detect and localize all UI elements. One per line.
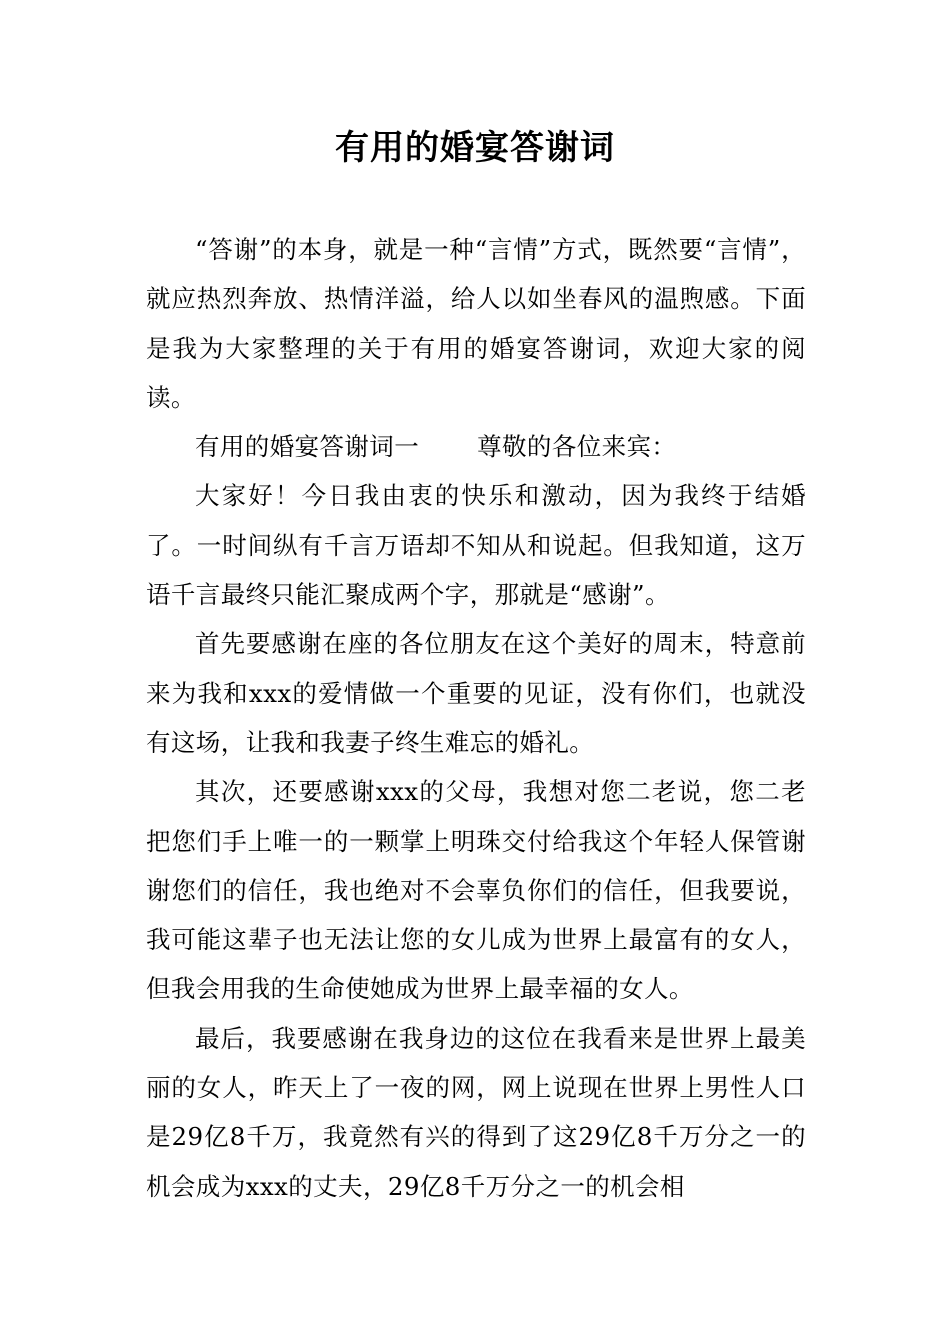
paragraph-1: 大家好！今日我由衷的快乐和激动，因为我终于结婚了。一时间纵有千言万语却不知从和说起。但我知道，这万语千言最终只能汇聚成两个字，那就是“感谢”。 xyxy=(146,481,806,610)
paragraph-2: 首先要感谢在座的各位朋友在这个美好的周末，特意前来为我和xxx的爱情做一个重要的见证，没有你们，也就没有这场，让我和我妻子终生难忘的婚礼。 xyxy=(146,629,806,757)
section-heading: 有用的婚宴答谢词一 xyxy=(195,432,420,462)
paragraph-4: 最后，我要感谢在我身边的这位在我看来是世界上最美丽的女人，昨天上了一夜的网，网上说现在世界上男性人口是29亿8千万，我竟然有兴的得到了这29亿8千万分之一的机会成为xxx的丈夫，29亿8千万分之一的机会相 xyxy=(146,1023,806,1201)
document-body xyxy=(146,225,806,1211)
intro-paragraph: “答谢”的本身，就是一种“言情”方式，既然要“言情”，就应热烈奔放、热情洋溢，给人以如坐春风的温煦感。下面是我为大家整理的关于有用的婚宴答谢词，欢迎大家的阅读。 xyxy=(146,235,806,412)
section-heading-line xyxy=(146,422,806,471)
paragraph-3: 其次，还要感谢xxx的父母，我想对您二老说，您二老把您们手上唯一的一颗掌上明珠交付给我这个年轻人保管谢谢您们的信任，我也绝对不会辜负你们的信任，但我要说，我可能这辈子也无法让您的女儿成为世界上最富有的女人，但我会用我的生命使她成为世界上最幸福的女人。 xyxy=(146,777,806,1004)
document-title: 有用的婚宴答谢词 xyxy=(335,128,615,168)
greeting: 尊敬的各位来宾： xyxy=(477,432,677,462)
